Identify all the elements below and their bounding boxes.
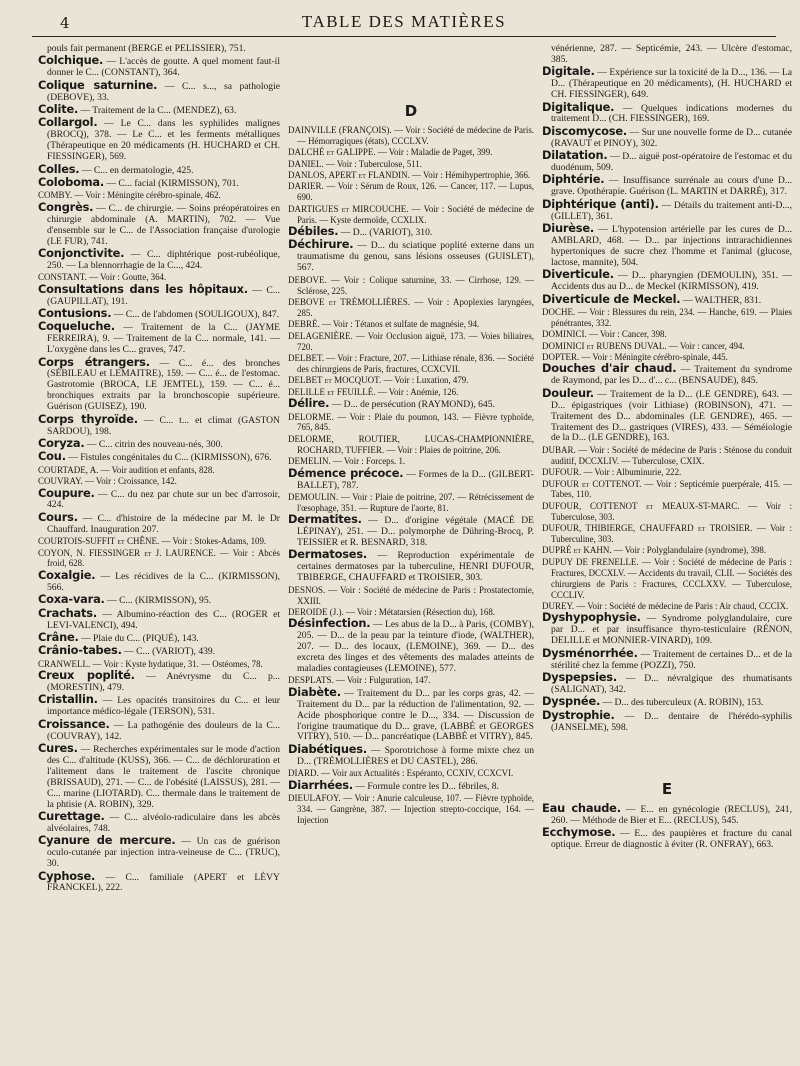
index-text: — Traitement de certaines D... et de la stérilité chez la femme (POZZI), 750. (551, 648, 792, 671)
index-text: — Voir : Fulguration, 147. (333, 675, 431, 686)
index-entry (288, 147, 534, 158)
index-entry (288, 618, 534, 675)
index-text: — Traitement de la C... (MENDEZ), 63. (78, 105, 237, 117)
index-text: — Voir : Plaie du poumon, 143. — Fièvre typhoïde, 765, 845. (297, 411, 534, 433)
index-term: Curettage. (38, 809, 105, 823)
index-term: Désinfection. (288, 616, 371, 631)
index-term: Cures. (38, 741, 78, 756)
index-text: — Voir : Stokes-Adams, 109. (159, 536, 267, 547)
index-text: — Les opacités transitoires du C... et leur importance médico-légale (TERSON), 531. (47, 695, 280, 718)
index-term: DIARD. (288, 768, 319, 779)
index-text: — Expérience sur la toxicité de la D..., 136. — La D... (Thérapeutique en 20 médicaments), (H. HUCHARD et CH. FIESSINGER), 649. (551, 67, 792, 101)
index-text: — Albumino-réaction des C... (ROGER et LEVI-VALENCI), 494. (47, 608, 280, 631)
index-text: — Voir : Tuberculine, 303. (551, 523, 792, 545)
index-text: — Syndrome polyglandulaire, cure par D... et par insuffisance thyro-testiculaire (RÉNON, DELILLE et MONNIER-VINARD), 109. (551, 613, 792, 647)
index-term: DUFOUR. (542, 467, 582, 478)
index-entry (542, 363, 792, 387)
index-term: Consultations dans les hôpitaux. (38, 281, 248, 296)
index-term: Conjonctivite. (38, 245, 125, 260)
index-text: — Voir : Septicémie puerpérale, 415. — Tabes, 110. (551, 478, 792, 500)
index-text: — Anévrysme du C... p... (MORESTIN), 479. (47, 671, 280, 694)
index-term: Dysménorrhée. (542, 645, 638, 660)
index-entry (288, 353, 534, 375)
index-text: — Sur une nouvelle forme de D... cutanée (RAVAUT et PINOY), 302. (551, 126, 792, 149)
index-term: Débiles. (288, 224, 339, 239)
index-entry (38, 567, 280, 594)
index-text: — D... pharyngien (DEMOULIN), 351. — Accidents dus au D... de Meckel (KIRMISSON), 419. (551, 270, 792, 293)
index-entry (38, 451, 280, 464)
index-text: — Voir : Blessures du rein, 234. — Hanche, 619. — Plaies pénétrantes, 332. (551, 306, 792, 328)
index-term: COMBY. (38, 190, 73, 201)
index-text: — Fistules congénitales du C... (KIRMISSON), 676. (65, 452, 272, 464)
index-entry (542, 557, 792, 601)
index-text: — Voir : Méningite cérébro-spinale, 462. (72, 190, 221, 201)
index-entry (542, 150, 792, 174)
index-text: — Voir aux Actualités : Espéranto, CCXIV, CCXCVI. (318, 768, 514, 779)
index-entry (288, 125, 534, 147)
index-text: — C... diphtérique post-rubéolique, 250. — La blennorrhagie de la C..., 424. (47, 248, 280, 271)
index-term: Diphtérie. (542, 172, 605, 187)
index-text: — Insuffisance surrénale au cours d'une D... grave. Opothérapie. Guérison (L. MARTIN et DARRÉ), 317. (551, 175, 792, 198)
index-entry (542, 44, 792, 66)
index-text: — Le C... dans les syphilides malignes (BROCQ), 378. — Le C... et les ferments métalliques (Thérapeutique en 20 médicaments (H. HUCHARD et CH. FIESSINGER), 569. (47, 118, 280, 163)
index-text: — Formule contre les D... fébriles, 8. (352, 780, 499, 792)
index-entry (38, 536, 280, 547)
index-text: — Voir : Fracture, 207. — Lithiase rénale, 836. — Société des chirurgiens de Paris, fractures, CCXCVII. (297, 353, 534, 374)
index-text: — Détails du traitement anti-D..., (GILLET), 361. (551, 199, 792, 222)
index-entry (288, 412, 534, 434)
index-term: Ecchymose. (542, 825, 616, 840)
index-entry (288, 331, 534, 353)
index-entry (38, 716, 280, 743)
index-text: — C... familiale (APERT et LÉVY FRANCKEL), 222. (47, 871, 280, 894)
index-entry (38, 435, 280, 451)
index-text: — C... alvéolo-radiculaire dans les abcès alvéolaires, 748. (47, 812, 280, 834)
index-term: DARTIGUES et MIRCOUCHE. (288, 203, 409, 214)
index-text: — Voir : Métatarsien (Résection du), 168. (343, 606, 496, 617)
index-text: — Voir : Société de médecine de Paris. — Hémorragiques (états), CCCLXV. (297, 124, 534, 146)
index-text: — Voir : Anémie, 126. (375, 386, 459, 397)
index-entry (542, 669, 792, 696)
index-text: — Les récidives de la C... (KIRMISSON), 566. (47, 570, 280, 593)
index-term: DUPRÉ et KAHN. (542, 545, 612, 556)
index-term: Discomycose. (542, 123, 628, 138)
index-entry (288, 398, 534, 411)
index-entry (288, 319, 534, 330)
index-text: pouls fait permanent (BERGÉ et PÉLISSIER), 751. (47, 44, 246, 54)
index-text: — D... du sciatique poplité externe dans un traumatisme du genou, sans lésions osseuses (GUISLET), 567. (297, 240, 534, 274)
index-entry (288, 275, 534, 297)
index-term: Dyspnée. (542, 694, 601, 709)
index-text: — Sporotrichose à forme mixte chez un D... (TRÉMOLLIÈRES et DU CASTEL), 286. (297, 744, 534, 767)
index-entry (38, 354, 280, 414)
index-term: Coxa-vara. (38, 592, 105, 607)
index-term: DELILLE et FEUILLÉ. (288, 386, 376, 397)
index-text: — C... facial (KIRMISSON), 701. (103, 177, 239, 189)
index-entry (38, 509, 280, 536)
index-text: — Formes de la D... (GILBERT-BALLET), 787. (297, 468, 534, 491)
index-term: Diarrhées. (288, 777, 353, 792)
index-entry (542, 307, 792, 329)
index-term: DOCHE. (542, 306, 576, 317)
section-letter-e: E (661, 779, 673, 798)
index-term: Cou. (38, 449, 66, 464)
index-term: Diabétiques. (288, 741, 367, 756)
index-term: Crachats. (38, 605, 97, 620)
index-text: — Reproduction expérimentale de certaines dermatoses par la tuberculine, HENRI DUFOUR, TBIBERGE, CHAUFFARD et TROISIER, 303. (297, 550, 534, 584)
index-text: — Voir : Sérum de Roux, 126. — Cancer, 117. — Lupus, 690. (297, 181, 534, 203)
index-text: — C... é... des bronches (SÉBILEAU et LEMAITRE), 159. — C... é... de l'estomac. Gastrotomie (BROCA, LE JEMTEL), 159. — C... é... bronchiques extraits par la bronchoscopie supérieure. Guérison (GUISEZ), 190. (47, 357, 280, 413)
index-entry (542, 329, 792, 340)
index-term: DUBAR. (542, 444, 576, 455)
index-entry (38, 868, 280, 895)
index-term: DARIER. (288, 181, 324, 192)
index-term: Dermatoses. (288, 547, 368, 562)
index-term: CONSTANT. (38, 272, 87, 283)
index-term: DOMINICI et RUBENS DUVAL. (542, 340, 667, 351)
index-text: — Voir : Société de médecine de Paris : Sténose du conduit auditif, DCCXLIV. — Tuberculose, CXIX. (551, 444, 792, 466)
index-term: DIEULAFOY. (288, 792, 341, 803)
index-entry (38, 281, 280, 308)
index-term: Dyshypophysie. (542, 610, 641, 625)
index-text: — Voir : Luxation, 479. (381, 375, 469, 386)
section-letter-d: D (404, 102, 418, 120)
index-term: Creux poplité. (38, 668, 135, 683)
section-spacer (288, 44, 534, 96)
index-text: — Voir audition et enfants, 828. (98, 464, 215, 475)
index-entry (542, 800, 792, 827)
index-entry (38, 465, 280, 476)
index-entry (542, 479, 792, 501)
index-term: CRANWELL. (38, 658, 91, 669)
index-term: COUVRAY. (38, 476, 83, 487)
index-term: Dyspepsies. (542, 669, 618, 684)
index-term: DUFOUR, THIBIERGE, CHAUFFARD et TROISIER. (542, 523, 753, 534)
index-text: — Voir : Kyste hydatique, 31. — Ostéomes, 78. (90, 658, 263, 669)
index-term: Diabète. (288, 684, 341, 699)
index-entry (542, 501, 792, 523)
index-term: Corps thyroïde. (38, 411, 138, 426)
middle-column (288, 44, 534, 1059)
index-text: — Voir : Apoplexies laryngées, 285. (297, 297, 534, 318)
index-term: Coryza. (38, 435, 85, 450)
index-entry (38, 77, 280, 104)
index-text: — E... en gynécologie (RECLUS), 241, 260. — Méthode de Bier et E... (RECLUS), 545. (551, 803, 792, 826)
index-text: — Voir : Plaies de poitrine, 206. (384, 444, 501, 455)
index-term: DANIEL. (288, 158, 324, 169)
index-entry (38, 55, 280, 79)
index-text: — Voir : Hémihypertrophie, 366. (409, 170, 531, 181)
index-entry (38, 694, 280, 718)
index-entry (542, 645, 792, 672)
index-term: Coloboma. (38, 174, 104, 189)
index-entry (38, 670, 280, 694)
index-entry (38, 548, 280, 570)
index-entry (38, 245, 280, 272)
index-entry (288, 297, 534, 319)
index-term: DEBOVE. (288, 274, 327, 285)
index-term: DEROIDE (J.). (288, 606, 344, 617)
index-term: DELBET. (288, 353, 325, 364)
index-text: — Voir : Croissance, 142. (82, 476, 177, 487)
index-term: Colles. (38, 161, 80, 176)
page-number: 4 (60, 14, 70, 32)
index-entry (288, 375, 534, 386)
index-term: Digitalique. (542, 99, 615, 114)
index-term: Crânio-tabes. (38, 643, 122, 658)
index-term: COYON, N. FIESSINGER et J. LAURENCE. (38, 547, 216, 558)
index-text: — Voir : Cancer, 398. (586, 329, 667, 340)
index-term: DOPTER. (542, 352, 580, 363)
index-term: Eau chaude. (542, 800, 621, 815)
index-entry (542, 545, 792, 556)
index-term: DUFOUR, COTTENOT et MEAUX-ST-MARC. (542, 500, 740, 511)
index-term: Déchirure. (288, 237, 354, 252)
index-entry (38, 321, 280, 356)
index-entry (542, 523, 792, 545)
index-text: — Voir : Plaie de poitrine, 207. — Rétrécissement de l'œsophage, 351. — Rupture de l'aorte, 81. (297, 491, 534, 513)
index-text: — E... des paupières et fracture du canal optique. Erreur de diagnostic à éviter (R. ONFRAY), 663. (551, 828, 792, 851)
index-term: COURTADE, A. (38, 464, 99, 475)
index-entry (38, 605, 280, 632)
section-spacer (542, 734, 792, 774)
index-term: Cours. (38, 509, 78, 524)
index-entry (288, 159, 534, 170)
index-text: — C... citrin des nouveau-nés, 300. (84, 438, 223, 450)
index-term: Démence précoce. (288, 465, 404, 480)
index-term: Contusions. (38, 305, 112, 320)
index-term: Coxalgie. (38, 567, 96, 582)
index-entry (288, 793, 534, 826)
index-text: — Quelques indications modernes du traitement D... (CH. FIESSINGER), 169. (551, 102, 792, 125)
index-term: Crâne. (38, 629, 79, 644)
index-term: Dilatation. (542, 148, 608, 163)
index-text: — Voir : Anurie calculeuse, 107. — Fièvre typhoïde, 334. — Gangrène, 387. — Injection strepto-coccique, 164. — Injection (297, 792, 534, 825)
index-entry (38, 835, 280, 870)
index-term: DESPLATS. (288, 675, 334, 686)
index-term: DUFOUR et COTTENOT. (542, 478, 642, 489)
index-text: — C... (VARIOT), 439. (121, 646, 216, 658)
index-entry (542, 66, 792, 101)
index-text: — C... s..., sa pathologie (DEBOVE), 33. (47, 80, 280, 103)
index-text: — Recherches expérimentales sur le mode d'action des C... d'altitude (KUSS), 366. — C... de déchloruration et l'alitement dans le traitement de l'ascite chronique (BRISSAUD), 271. — C... de l'obésité (LAISSUS), 281. — C... marine (LIOTARD). C... thermale dans le traitement de la phtisie (A. ROBIN), 329. (47, 744, 280, 810)
index-text: — Plaie du C... (PIQUÉ), 143. (78, 632, 199, 644)
index-text: — C... du nez par chute sur un bec d'arrosoir, 424. (47, 488, 280, 511)
index-entry (38, 199, 280, 248)
index-entry (38, 117, 280, 163)
index-text: — C... d'histoire de la médecine par M. le Dr Chauffard. Inauguration 207. (47, 512, 280, 535)
index-entry (288, 585, 534, 607)
index-entry (288, 170, 534, 181)
index-term: Congrès. (38, 199, 94, 214)
index-term: Douches d'air chaud. (542, 361, 677, 376)
index-term: Diverticule. (542, 267, 614, 282)
index-text: — L'accès de goutte. A quel moment faut-il donner le C... (CONSTANT), 364. (47, 56, 280, 79)
index-term: COURTOIS-SUFFIT et CHÊNE. (38, 536, 160, 547)
index-entry (542, 467, 792, 478)
index-text: — Voir : Société de médecine de Paris : Prostatectomie, XXIII. (297, 584, 534, 606)
index-entry (288, 684, 534, 744)
index-term: Croissance. (38, 716, 110, 731)
index-text: — Voir : Tétanos et sulfate de magnésie, 94. (319, 319, 480, 330)
index-entry (542, 445, 792, 467)
index-term: Coupure. (38, 485, 95, 500)
index-term: Cristallin. (38, 692, 98, 707)
index-term: DEMOULIN. (288, 491, 339, 502)
right-column (542, 44, 792, 1059)
index-term: DANLOS, APERT et FLANDIN. (288, 170, 410, 181)
index-entry (288, 777, 534, 793)
index-text: — Voir : cancer, 494. (666, 340, 745, 351)
index-term: Coqueluche. (38, 319, 115, 334)
index-entry (542, 123, 792, 150)
index-text: — Voir : Société de médecine de Paris : Air chaud, CCCIX. (574, 601, 789, 611)
index-entry (542, 385, 792, 445)
page-header (32, 10, 776, 37)
index-entry (38, 411, 280, 438)
index-term: Diverticule de Meckel. (542, 291, 681, 306)
index-entry (38, 743, 280, 810)
index-text: — Voir : Forceps. 1. (330, 456, 406, 467)
index-text: — Voir : Polyglandulaire (syndrome), 398. (611, 545, 767, 556)
index-entry (542, 223, 792, 269)
index-term: DELBET et MOCQUOT. (288, 375, 382, 386)
index-text: — Voir : Goutte, 364. (86, 272, 167, 283)
index-text: — C... de l'abdomen (SOULIGOUX), 847. (111, 308, 280, 320)
index-text: — Voir : Méningite cérébro-spinale, 445. (579, 352, 728, 363)
index-term: Diurèse. (542, 221, 595, 236)
index-text: — D... (VARIOT), 310. (338, 227, 433, 239)
index-text: vénérienne, 287. — Septicémie, 243. — Ulcère d'estomac, 385. (551, 44, 792, 65)
index-text: — Voir : Société de médecine de Paris. — Kyste dermoïde, CCXLIX. (297, 203, 534, 225)
index-entry (288, 549, 534, 584)
running-title: TABLE DES MATIÈRES (301, 12, 507, 31)
index-entry (288, 434, 534, 456)
index-text: — Traitement du D... par les corps gras, 42. — Traitement du D... par la réduction de l'alimentation, 92. — Acide phosphorique contre le D..., 334. — Discussion de l'origine traumatique du D... grave, (LABBÉ et GEORGES VITRY), 510. — D... pancréatique (LABBÉ et VITRY), 845. (297, 687, 534, 743)
index-text: — C... de chirurgie. — Soins préopératoires en chirurgie abdominale (A. MARTIN), 702. — Vue d'ensemble sur le C... de l'Association française d'urologie (LE FUR), 741. (47, 202, 280, 247)
index-entry (542, 291, 792, 307)
index-text: — Voir : Abcès froid, 628. (47, 547, 280, 569)
index-text: — Les abus de la D... à Paris, (COMBY), 205. — D... de la peau par la teinture d'iode, (WALTHER), 207. — D... des locaux, (LEMOINE), 369. — D... des excreta des linges et des vêtements des malades atteints de maladies contagieuses (LEMOINE), 577. (297, 619, 534, 674)
index-entry (542, 707, 792, 734)
index-term: Colite. (38, 102, 79, 117)
index-text: — L'hypotension artérielle par les cures de D... AMBLARD, 468. — D... par injections intrarachidiennes hypertoniques de sucre chez l'homme et l'animal (glucose, lactose, mannite), 504. (551, 224, 792, 268)
index-entry (542, 827, 792, 851)
index-text: — Voir : Société de médecine de Paris : Fractures, DCCXLV. — Accidents du travail, CLII. — Sociétés des chirurgiens de Paris : Fractures, CCCLXXV. — Tuberculose, CCCLIV. (551, 556, 792, 600)
index-term: Colchique. (38, 53, 104, 68)
index-text: — Voir : Tuberculose, 511. (323, 158, 422, 169)
index-text: — Voir : Tuberculose, 303. (551, 500, 792, 522)
index-term: DOMINICI. (542, 329, 587, 340)
index-text: — Traitement de la D... (LE GENDRE), 643. — D... épigastriques (voir Lithiase) (ROBINSON), 471. — Traitement des D... abdominales (LE GENDRE), 465. — Traitement des D... gastriques (VIRES), 433. — Séméiologie de la D... (LE GENDRE), 163. (551, 388, 792, 444)
index-text: — D... névralgique des rhumatisants (SALIGNAT), 342. (551, 672, 792, 695)
index-term: Cyanure de mercure. (38, 833, 176, 848)
index-entry (288, 492, 534, 514)
index-term: DALCHÉ et GALIPPE. (288, 147, 376, 158)
index-text: — C... en dermatologie, 425. (79, 164, 194, 176)
index-entry (288, 181, 534, 203)
index-term: DAINVILLE (FRANÇOIS). (288, 124, 392, 135)
index-term: DUPUY DE FRENELLE. (542, 556, 639, 567)
index-entry (542, 341, 792, 352)
index-entry (542, 269, 792, 293)
index-term: Colique saturnine. (38, 77, 158, 92)
index-term: Cyphose. (38, 868, 96, 883)
index-text: — C... t... et climat (GASTON SARDOU), 198. (47, 414, 280, 437)
index-entry (288, 239, 534, 274)
index-term: Diphtérique (anti). (542, 196, 659, 211)
index-term: DESNOS. (288, 584, 326, 595)
index-text: — D... de persécution (RAYMOND), 645. (329, 399, 495, 411)
index-entry (38, 174, 280, 190)
index-term: DEBRÉ. (288, 319, 320, 330)
index-text: — D... d'origine végétale (MACÉ DE LÉPINAY), 251. — D... polymorphe de Dühring-Brocq, P. TEISSIER et R. BESNARD, 318. (297, 515, 534, 549)
index-term: DEBOVE et TRÉMOLLIÈRES. (288, 297, 411, 307)
index-term: DUREY. (542, 601, 575, 611)
index-entry (542, 99, 792, 126)
index-entry (288, 204, 534, 226)
index-text: — Voir : Colique saturnine, 33. — Cirrhose, 129. — Sclérose, 225. (297, 274, 534, 296)
index-entry (288, 514, 534, 549)
index-text: — Traitement du syndrome de Raymond, par les D... d'... c... (BENSAUDE), 845. (551, 364, 792, 387)
index-text: — D... des tuberculeux (A. ROBIN), 153. (600, 697, 764, 709)
index-term: DELORME, ROUTIER, LUCAS-CHAMPIONNIÈRE, ROCHARD, TUFFIER. (288, 433, 534, 455)
index-text: — Voir Occlusion aiguë, 173. — Voies biliaires, 720. (297, 330, 534, 352)
index-term: Collargol. (38, 115, 98, 130)
index-text: — D... dentaire de l'hérédo-syphilis (JANSELME), 598. (551, 710, 792, 733)
index-entry (542, 174, 792, 198)
index-term: Corps étrangers. (38, 354, 150, 369)
index-text: — C... (GAUPILLAT), 191. (47, 284, 280, 307)
index-term: DEMELIN. (288, 456, 331, 467)
index-term: DELORME. (288, 411, 334, 422)
index-term: Douleur. (542, 385, 594, 400)
index-term: Délire. (288, 396, 330, 411)
index-entry (288, 741, 534, 768)
index-text: — Traitement de la C... (JAYME FERREIRA), 9. — Traitement de la C... normale, 141. — L'oxygène dans les C... graves, 747. (47, 322, 280, 356)
index-text: — Voir : Albuminurie, 222. (581, 467, 682, 478)
index-text: — Voir : Maladie de Paget, 399. (375, 147, 493, 158)
left-column (38, 44, 280, 1059)
index-text: — Un cas de guérison oculo-cutanée par injection intra-veineuse de C... (TRUC), 30. (47, 836, 280, 870)
index-text: — D... aiguë post-opératoire de l'estomac et du duodénum, 509. (551, 151, 792, 174)
index-term: Digitale. (542, 64, 595, 79)
index-entry (288, 465, 534, 492)
index-entry (38, 645, 280, 658)
index-term: Dermatites. (288, 512, 362, 527)
index-term: DELAGENIÈRE. (288, 330, 353, 341)
index-term: Dystrophie. (542, 707, 615, 722)
index-entry (38, 811, 280, 835)
index-text: — C... (KIRMISSON), 95. (104, 595, 212, 607)
index-entry (542, 196, 792, 223)
index-text: — WALTHER, 831. (680, 294, 762, 306)
index-text: — La pathogénie des douleurs de la C... (COUVRAY), 142. (47, 719, 280, 742)
index-entry (542, 612, 792, 647)
index-entry (38, 485, 280, 512)
